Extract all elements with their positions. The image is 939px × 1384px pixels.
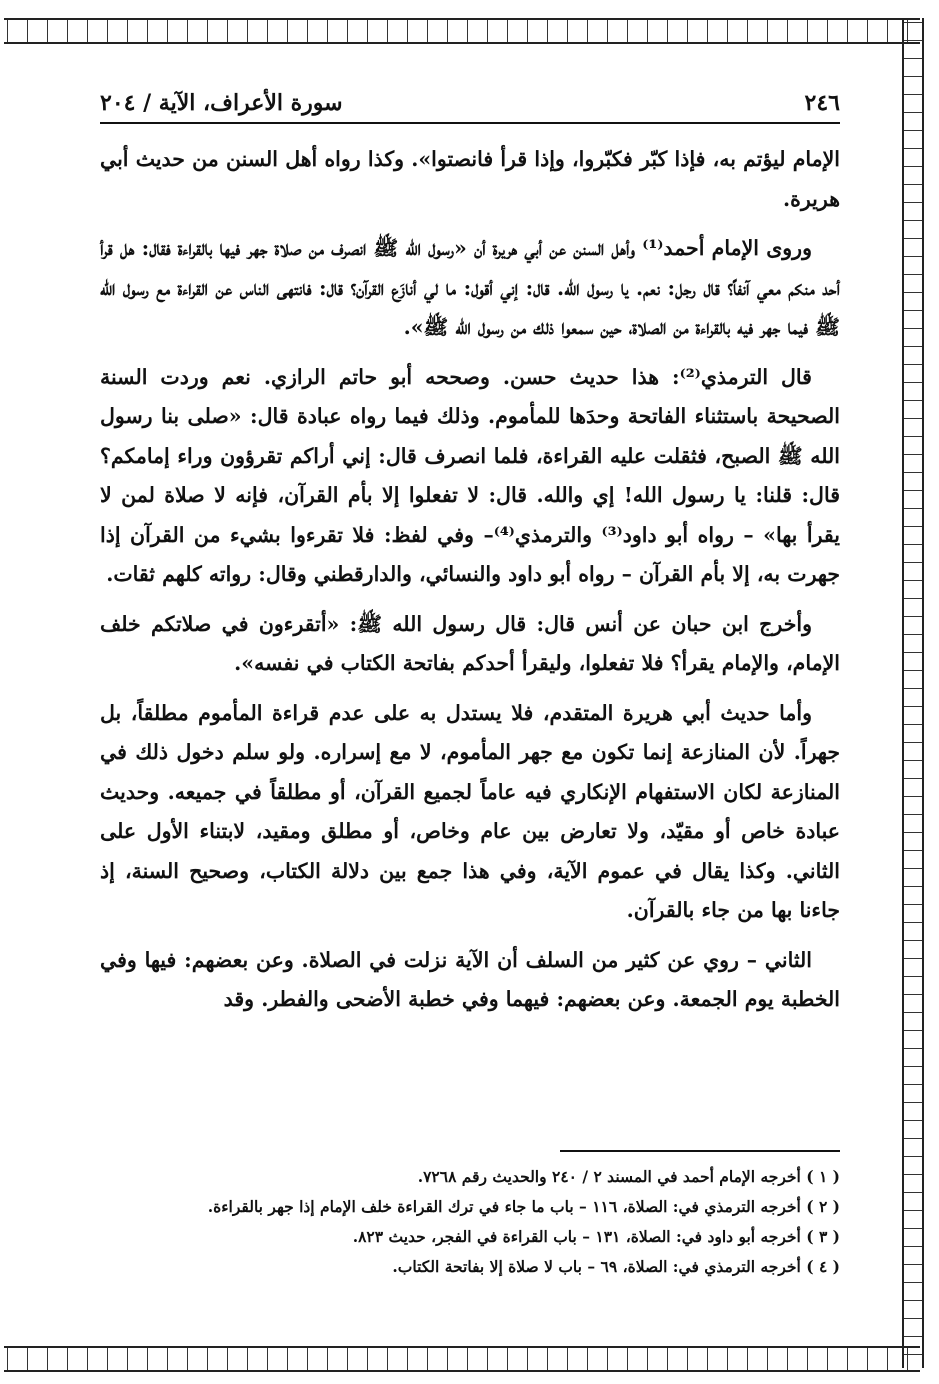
footnote: ( ٢ ) أخرجه الترمذي في: الصلاة، ١١٦ – باب ما جاء في ترك القراءة خلف الإمام إذا جهر بالقراءة.: [207, 1197, 840, 1216]
running-title: سورة الأعراف، الآية / ٢٠٤: [100, 90, 343, 116]
footnote: ( ١ ) أخرجه الإمام أحمد في المسند ٢ / ٢٤٠ والحديث رقم ٧٢٦٨.: [417, 1167, 840, 1186]
footnote: ( ٣ ) أخرجه أبو داود في: الصلاة، ١٣١ – باب القراءة في الفجر، حديث ٨٢٣.: [352, 1227, 840, 1246]
paragraph: قال الترمذي⁽²⁾: هذا حديث حسن. وصححه أبو حاتم الرازي. نعم وردت السنة الصحيحة باستثناء الفاتحة وحدَها للمأموم. وذلك فيما رواه عبادة قال: «صلى بنا رسول الله ﷺ الصبح، فثقلت عليه القراءة، فلما انصرف قال: إني أراكم تقرؤون وراء إمامكم؟ قال: قلنا: يا رسول الله! إي والله. قال: لا تفعلوا إلا بأم القرآن، فإنه لا صلاة لمن لا يقرأ بها» – رواه أبو داود⁽³⁾ والترمذي⁽⁴⁾– وفي لفظ: فلا تقرءوا بشيء من القرآن إذا جهرت به، إلا بأم القرآن – رواه أبو داود والنسائي، والدارقطني وقال: رواته كلهم ثقات.: [100, 364, 840, 586]
ornamental-border-bottom: [4, 1346, 920, 1372]
page-number: ٢٤٦: [804, 90, 840, 116]
paragraph: الثاني – روي عن كثير من السلف أن الآية نزلت في الصلاة. وعن بعضهم: فيها وفي الخطبة يوم الجمعة. وعن بعضهم: فيهما وفي خطبة الأضحى والفطر. وقد: [100, 947, 840, 1011]
footnotes: [100, 1162, 840, 1282]
paragraph: وأما حديث أبي هريرة المتقدم، فلا يستدل به على عدم قراءة المأموم مطلقاً، بل جهراً. لأن المنازعة إنما تكون مع جهر المأموم، لا مع إسراره. ولو سلم دخول ذلك في المنازعة لكان الاستفهام الإنكاري فيه عاماً لجميع القرآن، أو مطلقاً في جميعه. وحديث عبادة خاص أو مقيّد، ولا تعارض بين عام وخاص، أو مطلق ومقيد، لابتناء الأول على الثاني. وكذا يقال في عموم الآية، وفي هذا جمع بين دلالة الكتاب، وصحيح السنة، إذ جاءنا بها من جاء بالقرآن.: [100, 700, 840, 922]
paragraph-continued: الإمام ليؤتم به، فإذا كبّر فكبّروا، وإذا قرأ فانصتوا». وكذا رواه أهل السنن من حديث أبي هريرة.: [100, 147, 840, 211]
paragraph: وروى الإمام أحمد⁽¹⁾ وأهل السنن عن أبي هريرة أن «رسول الله ﷺ انصرف من صلاة جهر فيها بالقراءة فقال: هل قرأ أحد منكم معي آنفاً؟ قال رجل: نعم. يا رسول الله. قال: إني أقول: ما لي أنازَع القرآن؟ قال: فانتهى الناس عن القراءة مع رسول الله ﷺ فيما جهر فيه بالقراءة من الصلاة، حين سمعوا ذلك من رسول الله ﷺ».: [100, 236, 840, 339]
page-body: [100, 140, 840, 1030]
paragraph: وأخرج ابن حبان عن أنس قال: قال رسول الله ﷺ: «أتقرءون في صلاتكم خلف الإمام، والإمام يقرأ؟ فلا تفعلوا، وليقرأ أحدكم بفاتحة الكتاب في نفسه».: [100, 611, 840, 675]
footnote: ( ٤ ) أخرجه الترمذي في: الصلاة، ٦٩ – باب لا صلاة إلا بفاتحة الكتاب.: [392, 1257, 840, 1276]
page-header: [100, 78, 840, 124]
ornamental-border-right: [902, 18, 924, 1368]
ornamental-border-top: [4, 18, 920, 44]
footnote-divider: [560, 1150, 840, 1152]
